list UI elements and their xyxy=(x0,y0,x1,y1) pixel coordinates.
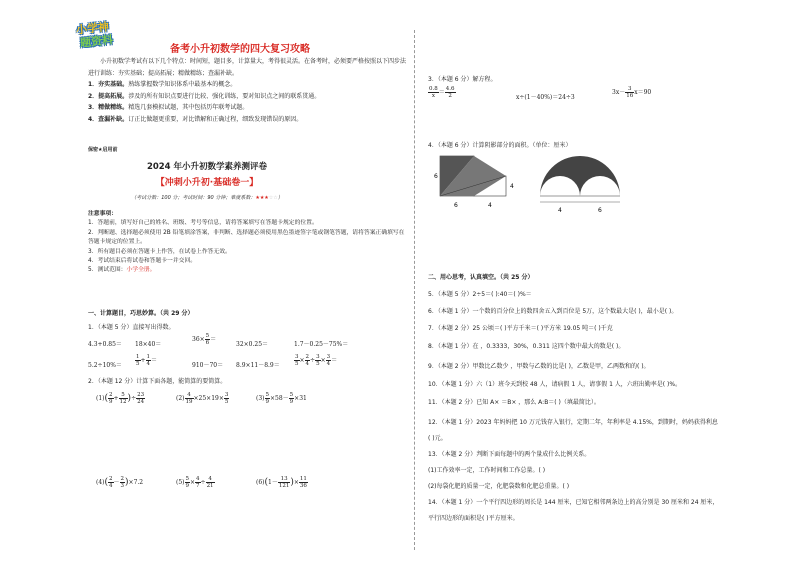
fill-question: 10．（本题 1 分）六（1）班今天到校 48 人，请病假 1 人，请事假 1 人，六班出勤率是( )%。 xyxy=(428,381,682,388)
step-head: 1．夯实基础。 xyxy=(88,81,129,89)
note-item: 1．答题前，填写好自己的姓名、班级、考号等信息，请将答案填写在答题卡规定的位置。 xyxy=(88,220,318,227)
calc-problem: (1)( $\frac{2}{9}$ + $\frac{5}{12}$ )÷ $\frac{23}{24}$ xyxy=(96,392,145,405)
article-body xyxy=(88,56,408,126)
fill-question: 平行四边形的面积是( )平方厘米。 xyxy=(428,515,519,522)
figure-label: 6 xyxy=(454,202,458,209)
calc-item-fraction: $\frac{1}{5}$ + $\frac{1}{4}$ ＝ xyxy=(136,354,158,367)
calc-item: 910－70＝ xyxy=(192,362,224,369)
fill-question: (1)工作效率一定，工作时间和工作总量。( ) xyxy=(428,467,546,474)
figure-label: 6 xyxy=(598,207,602,214)
calc-problem: (5) $\frac{5}{9}$ × $\frac{4}{7}$ ÷ $\frac{4}{21}$ xyxy=(176,476,214,489)
fill-question: 9．（本题 2 分）甲数比乙数少 ，甲数与乙数的比是( )，乙数是甲，乙两数和的( )。 xyxy=(428,363,650,370)
calc-item: 5.2÷10%＝ xyxy=(88,362,122,369)
test-scope: 小学全册。 xyxy=(126,267,156,274)
calc-problem: (6)(1－ $\frac{13}{121}$ )× $\frac{11}{36}$ xyxy=(256,476,307,489)
equation: $\frac{0.8}{x}$ ＝ $\frac{4.6}{2}$ xyxy=(429,86,455,99)
step-head: 2．提高拓展。 xyxy=(88,92,129,100)
calc-problem: (2) $\frac{4}{19}$ ×25×19× $\frac{3}{5}$ xyxy=(176,392,229,405)
note-item: 4．考试结束后将试卷和答题卡一并交回。 xyxy=(88,258,197,265)
figure-label: 4 xyxy=(510,183,514,190)
calc-problem: (3) $\frac{5}{9}$ ×58－ $\frac{5}{9}$ ×31 xyxy=(256,392,307,405)
denominator: 6 xyxy=(205,340,210,346)
equation: 3x－ $\frac{3}{16}$ x＝90 xyxy=(612,86,652,99)
article-title: 备考小升初数学的四大复习攻略 xyxy=(170,44,310,55)
note-item xyxy=(88,266,410,275)
calc-suffix: ＝ xyxy=(210,336,217,343)
figure-label: 4 xyxy=(558,207,562,214)
calc-item: 8.9×11－8.9＝ xyxy=(236,362,280,369)
article-step xyxy=(88,79,408,91)
logo-line-2: 题资料 xyxy=(79,33,114,50)
fill-question: 13．（本题 2 分）判断下面每题中的两个量成什么比例关系。 xyxy=(428,451,591,458)
shaded-semicircle xyxy=(540,156,620,196)
article-intro: 小升初数学考试有以下几个特点：时间短，题目多，计算量大，考得很灵活。在备考时，必须要严格按照以下四步法进行训练：夯实基础；提高拓展；精做精练；查漏补缺。 xyxy=(88,58,407,77)
question-2: 2．（本题 12 分）计算下面各题，能简算的要简算。 xyxy=(88,378,227,385)
article-step xyxy=(88,114,408,126)
notes-heading: 注意事项： xyxy=(88,211,117,217)
star-icon: ★ xyxy=(264,195,269,201)
calc-item: 18×40＝ xyxy=(135,341,162,348)
star-icon: ★ xyxy=(259,195,265,201)
step-text: 订正比做题更重要，对比错解和正确过程，细致发现错误的原因。 xyxy=(128,115,303,123)
exam-meta-end: ） xyxy=(277,195,283,201)
note-item: 3．所有题目必须在答题卡上作答，在试卷上作答无效。 xyxy=(88,248,231,255)
logo-line-1: 小学神 xyxy=(75,20,110,37)
fill-question: 12．（本题 1 分）2023 年妈妈把 10 万元钱存入银行，定期二年，年利率是 4.15%，到期时，妈妈获得利息 xyxy=(428,419,718,426)
confidential-tag: 保密★启用前 xyxy=(88,147,118,153)
calc-item-fraction xyxy=(192,333,216,346)
step-head: 4．查漏补缺。 xyxy=(88,115,129,123)
calc-item-fraction: $\frac{3}{5}$ × $\frac{2}{4}$ ÷ $\frac{3}{5}$ × $\frac{3}{4}$ ＝ xyxy=(295,354,338,367)
fill-question: ( )元。 xyxy=(428,435,447,442)
article-step xyxy=(88,91,408,103)
note-item: 2．判断题、选择题必须使用 2B 铅笔填涂答案，非判断、选择题必须使用黑色墨迹签字笔或钢笔答题，请将答案正确填写在答题卡规定的位置上。 xyxy=(88,229,405,246)
question-1: 1．（本题 5 分）直接写出得数。 xyxy=(88,324,175,331)
column-divider xyxy=(414,30,415,550)
step-text: 精选几套模拟试题，其中包括历年联考试题。 xyxy=(128,104,249,112)
step-text: 涉及的所有知识点要进行比较、强化训练，要对知识点之间的联系贯通。 xyxy=(128,92,321,100)
star-outline-icon: ☆ xyxy=(273,195,278,201)
calc-item: 1.7－0.25－75%＝ xyxy=(294,341,349,348)
fill-question: 7．（本题 2 分）25 公顷＝( )平方千米＝( )平方米 19.05 吨＝( )千克 xyxy=(428,325,613,332)
equation: x÷(1－40%)＝24÷3 xyxy=(516,94,575,101)
calc-prefix: 36× xyxy=(192,336,205,343)
note-prefix: 5．测试范围： xyxy=(88,267,127,274)
fill-question: (2)每袋化肥的质量一定，化肥袋数和化肥总重量。( ) xyxy=(428,483,570,490)
fill-question: 8．（本题 1 分）在 ，0.3333，30%，0.311 这四个数中最大的数是( )。 xyxy=(428,343,625,350)
calc-problem: (4)( $\frac{2}{4}$ － $\frac{2}{3}$ )×7.2 xyxy=(96,476,144,489)
fill-question: 11．（本题 2 分）已知 A× ＝B× ，那么 A:B＝( )（填最简比）。 xyxy=(428,399,600,406)
exam-subtitle: 【冲刺小升初·基础卷一】 xyxy=(155,178,259,188)
star-icon: ★ xyxy=(255,195,260,201)
step-text: 熟练掌握数学知识体系中最基本的概念。 xyxy=(128,81,237,89)
section-2-heading: 二、用心思考，认真填空。（共 25 分） xyxy=(428,274,534,281)
calc-item: 32×0.25＝ xyxy=(236,341,269,348)
article-step xyxy=(88,102,408,114)
difficulty-stars xyxy=(255,195,277,201)
fill-question: 14．（本题 1 分）一个平行四边形的周长是 144 厘米，已知它相邻两条边上的高分别是 30 厘米和 24 厘米， xyxy=(428,499,719,506)
brand-logo xyxy=(76,20,120,48)
question-4: 4．（本题 6 分）计算阴影部分的面积。（单位：厘米） xyxy=(428,142,572,149)
fill-question: 5．（本题 5 分）2÷5＝( ):40＝( )%＝ xyxy=(428,291,532,298)
figure-label: 4 xyxy=(488,202,492,209)
exam-title: 2024 年小升初数学素养测评卷 xyxy=(146,162,268,172)
calc-item: 4.3+0.85＝ xyxy=(88,341,122,348)
numerator: 5 xyxy=(205,333,210,339)
figure-label: 6 xyxy=(434,173,438,180)
exam-meta xyxy=(0,194,414,201)
exam-meta-text: （考试分数：100 分；考试时间：90 分钟；难度系数： xyxy=(131,195,256,201)
fill-question: 6．（本题 1 分）一个数的百分位上的数四舍五入到百位是 5万，这个数最大是( )，最小是( )。 xyxy=(428,308,678,315)
shaded-area-figures xyxy=(430,150,630,220)
exam-notes xyxy=(88,210,410,276)
section-1-heading: 一、计算题目，巧思妙算。（共 29 分） xyxy=(88,310,194,317)
question-3: 3．（本题 6 分）解方程。 xyxy=(428,76,497,83)
step-head: 3．精做精练。 xyxy=(88,104,129,112)
star-outline-icon: ☆ xyxy=(268,195,274,201)
